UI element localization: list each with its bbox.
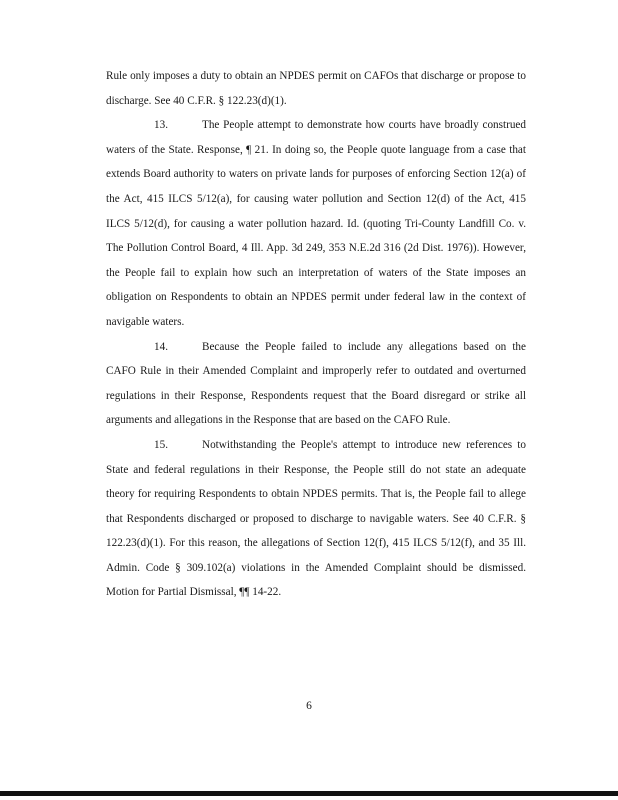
- paragraph-number: 14.: [154, 340, 168, 353]
- paragraph-15: [106, 433, 526, 605]
- bottom-scan-border: [0, 791, 618, 796]
- paragraph-text: The People attempt to demonstrate how courts have broadly construed waters of the State. Response, ¶ 21. In doing so, the People quote language from a case that extends Board authority to waters on private lands for purposes of enforcing Section 12(a) of the Act, 415 ILCS 5/12(a), for causing water pollution and Section 12(d) of the Act, 415 ILCS 5/12(d), for causing a water pollution hazard. Id. (quoting Tri-County Landfill Co. v. The Pollution Control Board, 4 Ill. App. 3d 249, 353 N.E.2d 316 (2d Dist. 1976)). However, the People fail to explain how such an interpretation of waters of the State imposes an obligation on Respondents to obtain an NPDES permit under federal law in the context of navigable waters.: [106, 119, 526, 328]
- paragraph-text: Because the People failed to include any allegations based on the CAFO Rule in their Amended Complaint and improperly refer to outdated and overturned regulations in their Response, Respondents request that the Board disregard or strike all arguments and allegations in the Response that are based on the CAFO Rule.: [106, 340, 526, 427]
- paragraph-13: [106, 113, 526, 334]
- page-number: 6: [306, 700, 312, 712]
- paragraph-number: 13.: [154, 119, 168, 132]
- paragraph-text: Notwithstanding the People's attempt to introduce new references to State and federal regulations in their Response, the People still do not state an adequate theory for requiring Respondents to obtain NPDES permits. That is, the People fail to allege that Respondents discharged or proposed to discharge to navigable waters. See 40 C.F.R. § 122.23(d)(1). For this reason, the allegations of Section 12(f), 415 ILCS 5/12(f), and 35 Ill. Admin. Code § 309.102(a) violations in the Amended Complaint should be dismissed. Motion for Partial Dismissal, ¶¶ 14-22.: [106, 438, 526, 599]
- paragraph-14: [106, 335, 526, 433]
- paragraph-text: Rule only imposes a duty to obtain an NPDES permit on CAFOs that discharge or propose to discharge. See 40 C.F.R. § 122.23(d)(1).: [106, 70, 526, 107]
- paragraph-number: 15.: [154, 438, 168, 451]
- paragraph-continued: [106, 64, 526, 113]
- document-body: [106, 64, 526, 605]
